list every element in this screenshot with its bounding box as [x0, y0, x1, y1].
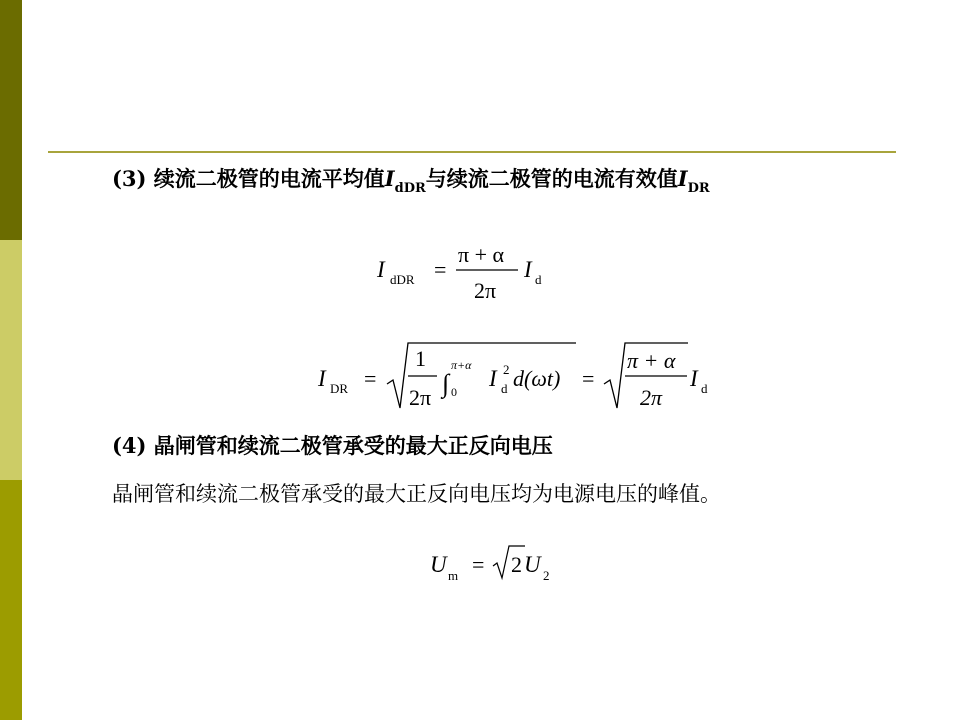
section3-symbol-2: I [677, 166, 688, 191]
formula-peak-voltage [430, 546, 550, 583]
f2-numerator-2: π + α [627, 348, 676, 373]
f2-eq2: = [582, 366, 595, 391]
section4-body: 晶闸管和续流二极管承受的最大正反向电压均为电源电压的峰值。 [112, 482, 721, 506]
f2-integrand-sub: d [501, 381, 508, 396]
f2-integral-upper: π+α [451, 358, 472, 372]
f2-denominator-2: 2π [640, 385, 663, 410]
f3-rhs-sub: 2 [543, 568, 550, 583]
formula-rms-current [317, 343, 708, 410]
f1-lhs: I [377, 257, 385, 282]
f1-eq: = [434, 257, 447, 282]
f1-denominator: 2π [474, 278, 497, 303]
f2-integral-sign: ∫ [442, 369, 450, 398]
f1-rhs-sub: d [535, 272, 542, 287]
f3-eq: = [472, 552, 485, 577]
f2-integral-lower: 0 [451, 385, 457, 399]
section3-symbol-1: I [384, 166, 395, 191]
section4-heading: (4) 晶闸管和续流二极管承受的最大正反向电压 [112, 433, 553, 458]
f1-numerator: π + α [458, 242, 505, 267]
f3-lhs-sub: m [448, 568, 459, 583]
f2-frac-numerator: 1 [415, 346, 426, 371]
f3-coefficient: 2 [511, 552, 522, 577]
section3-middle: 与续流二极管的电流有效值 [425, 166, 678, 191]
f2-integrand-sup: 2 [503, 362, 510, 377]
f2-rhs: I [690, 366, 698, 391]
f2-eq1: = [364, 366, 377, 391]
section3-prefix: (3) 续流二极管的电流平均值 [112, 166, 385, 191]
f1-rhs: I [524, 257, 532, 282]
f2-lhs-sub: DR [330, 381, 349, 396]
section3-subscript-1: dDR [394, 181, 426, 196]
section3-subscript-2: DR [687, 181, 710, 196]
f3-rhs: U [524, 552, 541, 577]
f2-differential: d(ωt) [513, 366, 561, 391]
f2-frac-denominator: 2π [409, 385, 432, 410]
f1-lhs-sub: dDR [390, 272, 415, 287]
f3-lhs: U [430, 552, 447, 577]
f2-lhs: I [318, 366, 326, 391]
formula-average-current [376, 242, 542, 303]
f2-integrand: I [489, 366, 497, 391]
f2-rhs-sub: d [701, 381, 708, 396]
